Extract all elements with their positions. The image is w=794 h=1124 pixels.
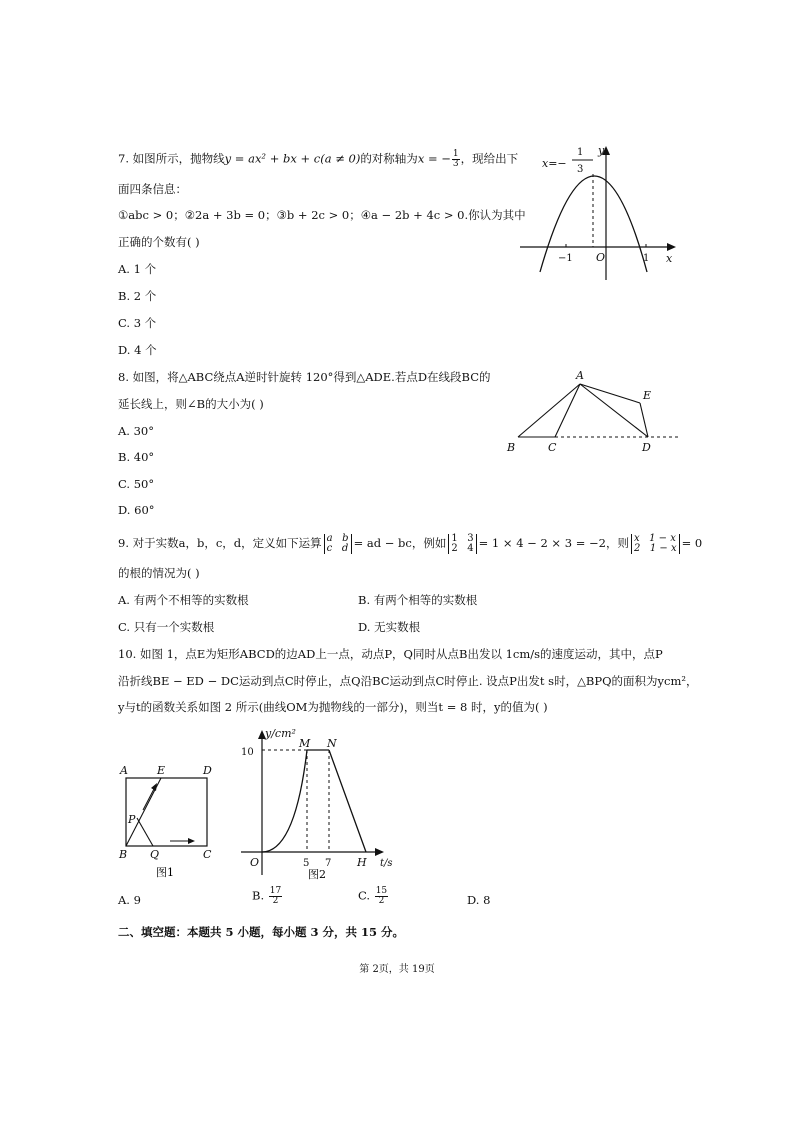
segment-ab (518, 384, 580, 437)
q8-triangle-figure (500, 366, 690, 458)
segment-ad (580, 384, 648, 437)
point-d-label: D (642, 441, 651, 454)
axis-label-num: 1 (577, 147, 584, 158)
q10-stem-line2: 沿折线BE − ED − DC运动到点C时停止，点Q沿BC运动到点C时停止. 设点P出发t s时，△BPQ的面积为ycm²， (118, 674, 698, 688)
origin-label: O (596, 251, 606, 264)
det2-c: 2 (451, 543, 458, 554)
x-label: x (666, 252, 673, 265)
q9-det-equation (631, 534, 680, 554)
fig1-d-label: D (203, 764, 212, 777)
fig2-h-label: H (357, 856, 367, 869)
det1-c: c (326, 543, 333, 554)
q7-stem-line2: 面四条信息： (118, 182, 187, 196)
q9-part4: = 0 (681, 536, 703, 550)
det3-d: 1 − x (649, 543, 677, 554)
segment-ac (555, 384, 580, 437)
y-label: y (598, 144, 605, 157)
q10-figure2 (235, 720, 405, 882)
det3-c: 2 (633, 543, 641, 554)
q7-stem-line1 (118, 150, 518, 169)
det3-b: 1 − x (649, 533, 676, 544)
q9-part1: 9. 对于实数a，b，c，d，定义如下运算 (118, 536, 322, 550)
q10-option-c-den: 2 (378, 896, 385, 906)
q7-stem-c: ，现给出下 (460, 151, 519, 166)
q7-axis-num: 1 (452, 149, 459, 159)
fig1-caption: 图1 (156, 866, 174, 879)
q7-stem-line4: 正确的个数有( ) (118, 235, 200, 249)
q8-stem-line2: 延长线上，则∠B的大小为( ) (118, 397, 264, 411)
q10-option-c-num: 15 (375, 886, 388, 896)
p-arrowhead-icon (151, 783, 157, 791)
q8-option-b[interactable]: B. 40° (118, 450, 155, 464)
fig2-y-label: y/cm² (265, 727, 296, 740)
segment-pq (137, 818, 153, 846)
q7-parabola-figure (520, 140, 680, 280)
fig2-o-label: O (250, 856, 260, 869)
q9-det-example (448, 534, 476, 554)
q7-axis-fraction (452, 150, 460, 169)
fig2-t7-label: 7 (325, 858, 332, 869)
q-arrowhead-icon (188, 838, 195, 844)
fig1-q-label: Q (150, 848, 160, 861)
fig1-a-label: A (120, 764, 128, 777)
fig2-n-label: N (327, 737, 337, 750)
q10-option-b-fraction (269, 887, 282, 906)
q9-det-abcd (324, 534, 352, 554)
det2-d: 4 (467, 543, 474, 554)
fig1-e-label: E (157, 764, 166, 777)
axis-label-den: 3 (577, 164, 584, 175)
q9-option-d[interactable]: D. 无实数根 (358, 620, 421, 634)
q10-option-b-den: 2 (272, 896, 279, 906)
q10-figure1 (115, 760, 225, 880)
point-c-label: C (548, 441, 557, 454)
point-a-label: A (576, 369, 584, 382)
q9-part3: = 1 × 4 − 2 × 3 = −2，则 (478, 536, 629, 550)
q7-option-c[interactable]: C. 3 个 (118, 316, 157, 330)
det2-b: 3 (467, 533, 474, 544)
q8-option-a[interactable]: A. 30° (118, 424, 154, 438)
q7-stem-a: 7. 如图所示，抛物线 (118, 151, 225, 166)
q9-stem-line2: 的根的情况为( ) (118, 566, 200, 580)
q7-expr: y = ax² + bx + c(a ≠ 0) (224, 151, 361, 166)
curve-om (262, 750, 307, 852)
q9-option-a[interactable]: A. 有两个不相等的实数根 (118, 593, 249, 607)
q8-option-d[interactable]: D. 60° (118, 503, 155, 517)
segment-nh (329, 750, 366, 852)
point-b-label: B (507, 441, 516, 454)
q9-option-c[interactable]: C. 只有一个实数根 (118, 620, 215, 634)
fig1-p-label: P (128, 813, 136, 826)
q7-axis-den: 3 (452, 159, 459, 169)
q10-option-d[interactable]: D. 8 (467, 893, 491, 907)
q7-option-b[interactable]: B. 2 个 (118, 289, 157, 303)
q7-stem-b: 的对称轴为 (360, 151, 418, 166)
tick-neg-label: −1 (558, 253, 573, 264)
fig2-t-arrow-icon (375, 848, 384, 856)
q10-option-c[interactable] (358, 887, 389, 906)
page-footer: 第 2页，共 19页 (359, 964, 435, 975)
q7-stem-line3: ①abc > 0；②2a + 3b = 0；③b + 2c > 0；④a − 2b + 4c > 0.你认为其中 (118, 208, 526, 222)
point-e-label: E (643, 389, 652, 402)
fig2-t5-label: 5 (303, 858, 310, 869)
x-axis-arrow-icon (667, 243, 676, 251)
q10-option-c-label: C. (358, 888, 374, 903)
axis-label-lhs: x=− (542, 157, 567, 170)
q10-option-a[interactable]: A. 9 (118, 893, 141, 907)
fig1-b-label: B (119, 848, 128, 861)
section-2-heading: 二、填空题：本题共 5 小题，每小题 3 分，共 15 分。 (118, 925, 405, 939)
q10-stem-line3: y与t的函数关系如图 2 所示(曲线OM为抛物线的一部分)，则当t = 8 时，y的值为( ) (118, 700, 548, 714)
q10-option-b-label: B. (252, 888, 268, 903)
det2-a: 1 (451, 533, 458, 544)
q7-option-a[interactable]: A. 1 个 (118, 262, 157, 276)
det1-d: d (341, 543, 349, 554)
q7-axis-lhs: x = − (417, 151, 451, 166)
det3-a: x (633, 533, 640, 544)
segment-ae (580, 384, 640, 403)
fig2-caption: 图2 (308, 868, 326, 881)
fig2-m-label: M (299, 737, 311, 750)
q10-option-b[interactable] (252, 887, 283, 906)
p-direction-arrow (143, 787, 155, 810)
rectangle-abcd (126, 778, 207, 846)
tick-pos-label: 1 (643, 253, 650, 264)
q7-option-d[interactable]: D. 4 个 (118, 343, 157, 357)
fig2-y-value: 10 (241, 747, 254, 758)
q8-option-c[interactable]: C. 50° (118, 477, 155, 491)
q10-option-b-num: 17 (269, 886, 282, 896)
q9-stem-line1 (118, 534, 702, 554)
fig2-t-label: t/s (380, 858, 393, 869)
q10-option-c-fraction (375, 887, 388, 906)
q8-stem-line1: 8. 如图，将△ABC绕点A逆时针旋转 120°得到△ADE.若点D在线段BC的 (118, 370, 491, 384)
det1-b: b (342, 533, 349, 544)
q10-stem-line1: 10. 如图 1，点E为矩形ABCD的边AD上一点，动点P，Q同时从点B出发以 1cm/s的速度运动，其中，点P (118, 647, 663, 661)
det1-a: a (326, 533, 333, 544)
q9-part2: = ad − bc，例如 (353, 536, 447, 550)
q9-option-b[interactable]: B. 有两个相等的实数根 (358, 593, 478, 607)
fig1-c-label: C (203, 848, 212, 861)
